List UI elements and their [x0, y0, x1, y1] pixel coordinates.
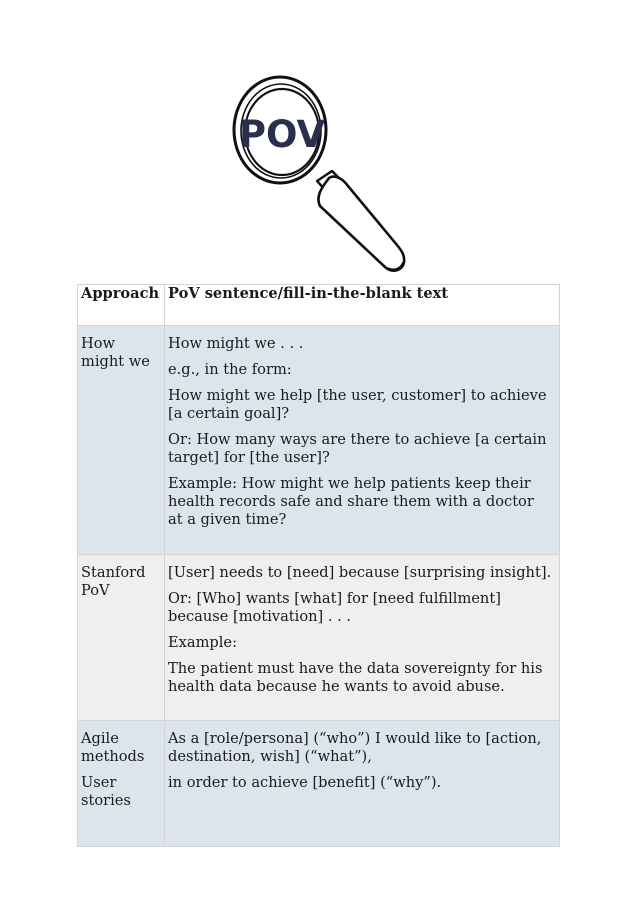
approach-label: Stanford PoV [81, 564, 146, 599]
approach-label: Agile methods [81, 730, 145, 765]
pov-text-line: As a [role/persona] (“who”) I would like to [action, destination, wish] (“what”), [168, 730, 542, 765]
pov-text-line: How might we . . . [168, 335, 304, 352]
pov-text-line: The patient must have the data sovereignty for his health data because he wants to avoid abuse. [168, 660, 543, 695]
table-row [78, 326, 560, 555]
logo-text: POV [238, 113, 326, 156]
header-approach: Approach [78, 285, 165, 326]
pov-text-line: e.g., in the form: [168, 361, 292, 378]
pov-text-line: Example: [168, 634, 237, 651]
pov-text-line: Or: How many ways are there to achieve [a certain target] for [the user]? [168, 431, 547, 466]
pov-text-line: Or: [Who] wants [what] for [need fulfillment] because [motivation] . . . [168, 590, 501, 625]
pov-text-line: Example: How might we help patients keep their health records safe and share them with a doctor at a given time? [168, 475, 534, 528]
pov-text-line: in order to achieve [benefit] (“why”). [168, 774, 442, 791]
pov-text-cell [165, 326, 560, 555]
pov-text-cell [165, 555, 560, 721]
header-pov-text: PoV sentence/fill-in-the-blank text [165, 285, 560, 326]
approach-cell [78, 721, 165, 847]
table-row [78, 721, 560, 847]
pov-text-line: How might we help [the user, customer] to achieve [a certain goal]? [168, 387, 547, 422]
approach-cell [78, 555, 165, 721]
pov-magnifier-logo [225, 68, 415, 278]
approach-cell [78, 326, 165, 555]
table-header-row [78, 285, 560, 326]
magnifying-glass-icon [225, 68, 415, 278]
pov-text-line: [User] needs to [need] because [surprising insight]. [168, 564, 552, 581]
pov-table [77, 284, 560, 847]
table-row [78, 555, 560, 721]
approach-label: User stories [81, 774, 131, 809]
pov-text-cell [165, 721, 560, 847]
approach-label: How might we [81, 335, 150, 370]
